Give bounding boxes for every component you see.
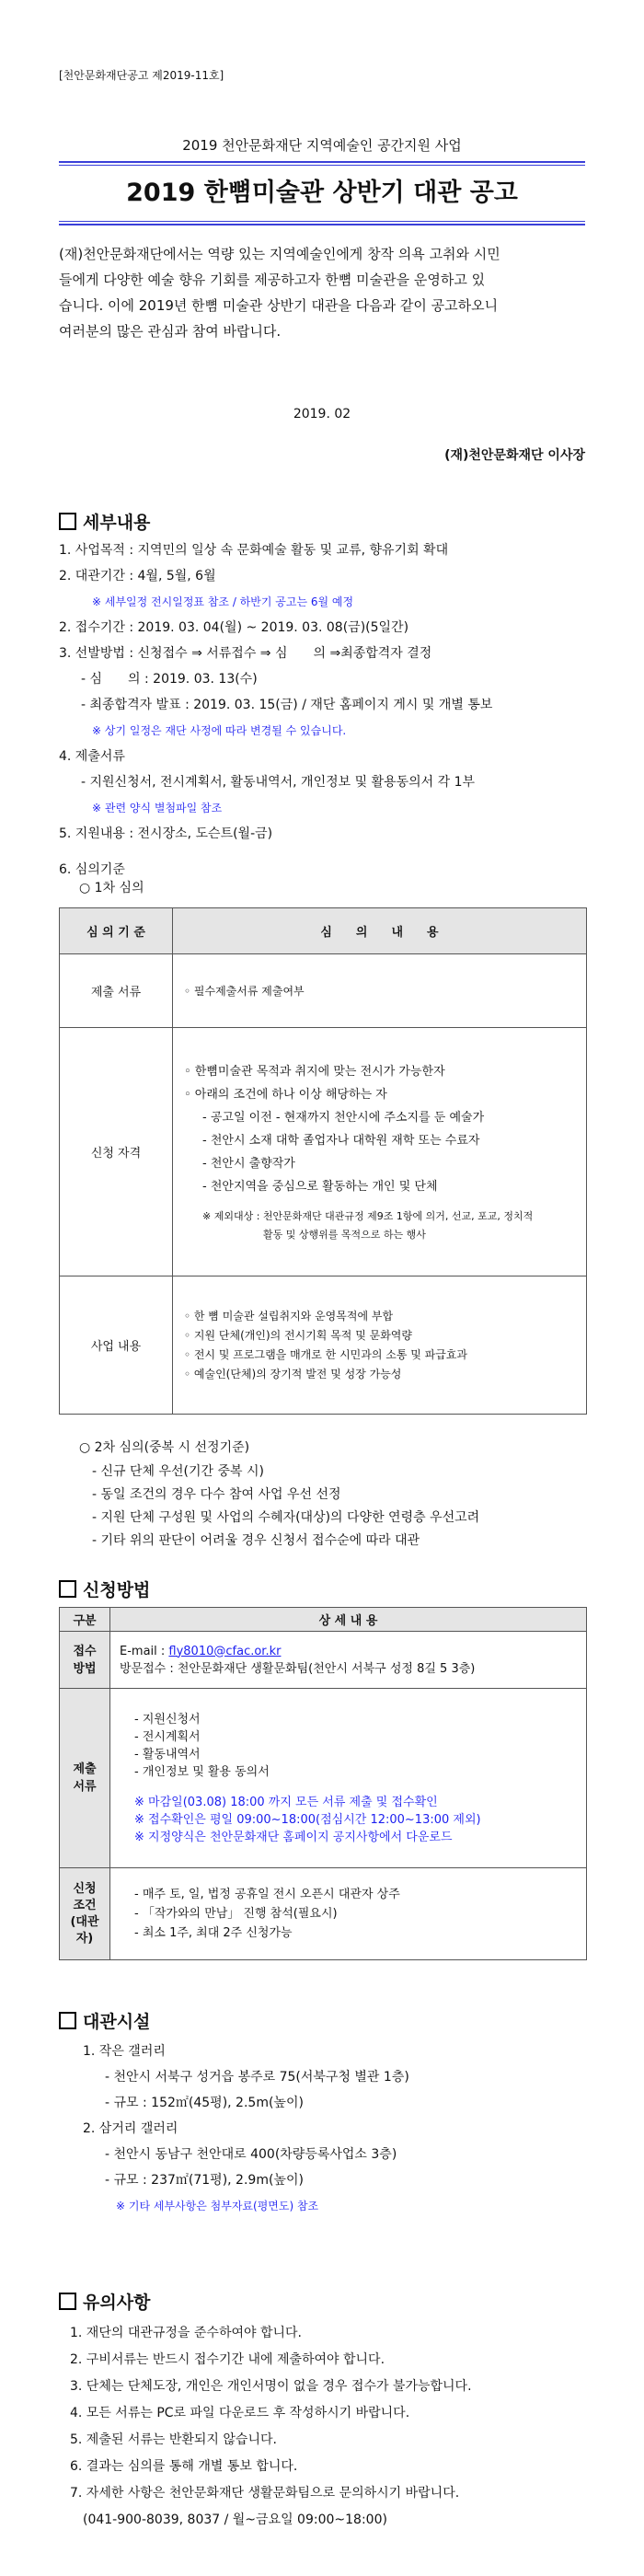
list-item: - 지원신청서 bbox=[134, 1712, 201, 1727]
list-item: - 지원 단체 구성원 및 사업의 수혜자(대상)의 다양한 연령층 우선고려 bbox=[92, 1510, 480, 1525]
list-item: 2. 접수기간 : 2019. 03. 04(월) ~ 2019. 03. 08(금)(5일간) bbox=[59, 620, 409, 635]
list-item: 2. 구비서류는 반드시 접수기간 내에 제출하여야 합니다. bbox=[70, 2352, 385, 2367]
round1-label: ○ 1차 심의 bbox=[79, 881, 144, 895]
top-title: 2019 천안문화재단 지역예술인 공간지원 사업 bbox=[182, 137, 462, 154]
row-line: - 천안지역을 중심으로 활동하는 개인 및 단체 bbox=[202, 1179, 438, 1194]
list-item: 5. 지원내용 : 전시장소, 도슨트(월-금) bbox=[59, 826, 273, 841]
email-line bbox=[120, 1643, 585, 1660]
section-title-apply bbox=[59, 1577, 150, 1601]
list-item: 1. 재단의 대관규정을 준수하여야 합니다. bbox=[70, 2326, 302, 2340]
table-header: 상 세 내 용 bbox=[110, 1608, 587, 1632]
section-title-venue bbox=[59, 2008, 150, 2033]
list-item: - 매주 토, 일, 법정 공휴일 전시 오픈시 대관자 상주 bbox=[134, 1888, 400, 1901]
row-line: ◦ 한뼘미술관 목적과 취지에 맞는 전시가 가능한자 bbox=[184, 1064, 445, 1079]
row-content bbox=[173, 1276, 587, 1415]
round1-table bbox=[59, 907, 587, 1415]
notice-list bbox=[70, 2320, 472, 2534]
list-item: - 「작가와의 만남」 진행 참석(필요시) bbox=[134, 1907, 338, 1921]
list-item: (041-900-8039, 8037 / 월~금요일 09:00~18:00) bbox=[83, 2512, 387, 2527]
note-line: ※ 마감일(03.08) 18:00 까지 모든 서류 제출 및 접수확인 bbox=[134, 1795, 438, 1809]
list-item: 4. 모든 서류는 PC로 파일 다운로드 후 작성하시기 바랍니다. bbox=[70, 2406, 410, 2420]
row-line: - 천안시 소재 대학 졸업자나 대학원 재학 또는 수료자 bbox=[202, 1133, 480, 1148]
list-item: ※ 상기 일정은 재단 사정에 따라 변경될 수 있습니다. bbox=[92, 724, 347, 737]
title-rule-top bbox=[59, 161, 585, 163]
list-item: - 심 의 : 2019. 03. 13(수) bbox=[81, 672, 258, 687]
row-content bbox=[110, 1689, 587, 1868]
list-item: 3. 선발방법 : 신청접수 ⇒ 서류접수 ⇒ 심 의 ⇒최종합격자 결정 bbox=[59, 646, 432, 661]
list-item: 5. 제출된 서류는 반환되지 않습니다. bbox=[70, 2432, 277, 2447]
list-item: - 신규 단체 우선(기간 중복 시) bbox=[92, 1464, 264, 1479]
section-title-text: 신청방법 bbox=[83, 1580, 151, 1600]
row-line: ◦ 아래의 조건에 하나 이상 해당하는 자 bbox=[184, 1087, 387, 1102]
round2-list bbox=[92, 1461, 479, 1553]
email-link[interactable]: fly8010@cfac.or.kr bbox=[168, 1644, 282, 1658]
table-row bbox=[60, 1276, 587, 1415]
list-item: - 동일 조건의 경우 다수 참여 사업 우선 선정 bbox=[92, 1487, 341, 1502]
row-line: - 공고일 이전 - 현재까지 천안시에 주소지를 둔 예술가 bbox=[202, 1110, 485, 1125]
title-rule-bottom-thin bbox=[59, 221, 585, 222]
row-label: 사업 내용 bbox=[60, 1276, 173, 1415]
note-line: ※ 접수확인은 평일 09:00~18:00(점심시간 12:00~13:00 제외) bbox=[134, 1812, 481, 1827]
list-item: ※ 관련 양식 별첨파일 참조 bbox=[92, 802, 223, 814]
section-title-text: 대관시설 bbox=[83, 2012, 151, 2032]
row-content bbox=[110, 1868, 587, 1960]
row-line: ◦ 필수제출서류 제출여부 bbox=[184, 984, 305, 998]
row-line: - 천안시 출향작가 bbox=[202, 1156, 295, 1171]
checkbox-square-icon bbox=[59, 1580, 76, 1598]
row-content bbox=[173, 954, 587, 1028]
list-item: - 전시계획서 bbox=[134, 1729, 201, 1744]
section-title-text: 유의사항 bbox=[83, 2293, 151, 2313]
checkbox-square-icon bbox=[59, 513, 76, 530]
row-line: ◦ 예술인(단체)의 장기적 발전 및 성장 가능성 bbox=[184, 1367, 402, 1380]
table-row bbox=[60, 1028, 587, 1276]
row-line: ◦ 지원 단체(개인)의 전시기획 목적 및 문화역량 bbox=[184, 1328, 412, 1342]
list-item: - 활동내역서 bbox=[134, 1747, 201, 1762]
intro-line: 들에게 다양한 예술 향유 기회를 제공하고자 한뼘 미술관을 운영하고 있 bbox=[59, 271, 486, 288]
row-content bbox=[110, 1632, 587, 1689]
list-item: 4. 제출서류 bbox=[59, 749, 125, 764]
intro-line: 여러분의 많은 관심과 참여 바랍니다. bbox=[59, 323, 282, 340]
round2-label: ○ 2차 심의(중복 시 선정기준) bbox=[79, 1440, 250, 1455]
list-item: 3. 단체는 단체도장, 개인은 개인서명이 없을 경우 접수가 불가능합니다. bbox=[70, 2379, 472, 2394]
checkbox-square-icon bbox=[59, 2293, 76, 2310]
list-item: ※ 세부일정 전시일정표 참조 / 하반기 공고는 6월 예정 bbox=[92, 595, 354, 608]
list-item: 6. 결과는 심의를 통해 개별 통보 합니다. bbox=[70, 2459, 298, 2474]
list-item: 7. 자세한 사항은 천안문화재단 생활문화팀으로 문의하시기 바랍니다. bbox=[70, 2486, 460, 2501]
visit-line: 방문접수 : 천안문화재단 생활문화팀(천안시 서북구 성정 8길 5 3층) bbox=[120, 1661, 476, 1676]
main-title: 2019 한뼘미술관 상반기 대관 공고 bbox=[126, 179, 518, 207]
list-item: - 규모 : 237㎡(71평), 2.9m(높이) bbox=[105, 2173, 304, 2188]
list-item: - 최소 1주, 최대 2주 신청가능 bbox=[134, 1926, 293, 1940]
table-row bbox=[60, 954, 587, 1028]
title-rule-top-thin bbox=[59, 165, 585, 166]
email-prefix: E-mail : bbox=[120, 1644, 169, 1658]
row-label: 신청 조건 (대관 자) bbox=[60, 1868, 110, 1960]
section-title-text: 세부내용 bbox=[83, 513, 151, 533]
section-title-details bbox=[59, 509, 150, 534]
row-content bbox=[173, 1028, 587, 1276]
note-line: ※ 지정양식은 천안문화재단 홈페이지 공지사항에서 다운로드 bbox=[134, 1830, 453, 1844]
list-item: ※ 기타 세부사항은 첨부자료(평면도) 참조 bbox=[116, 2200, 319, 2212]
list-item: - 지원신청서, 전시계획서, 활동내역서, 개인정보 및 활용동의서 각 1부 bbox=[81, 775, 476, 790]
table-row bbox=[60, 1868, 587, 1960]
list-item: 1. 사업목적 : 지역민의 일상 속 문화예술 활동 및 교류, 향유기회 확대 bbox=[59, 543, 449, 558]
row-label: 제출 서류 bbox=[60, 1689, 110, 1868]
row-line: ◦ 한 뼘 미술관 설립취지와 운영목적에 부합 bbox=[184, 1309, 394, 1323]
venue-list bbox=[83, 2039, 598, 2219]
apply-table bbox=[59, 1607, 587, 1960]
list-item: 2. 삼거리 갤러리 bbox=[83, 2121, 178, 2136]
issuer: (재)천안문화재단 이사장 bbox=[444, 448, 585, 463]
list-item: - 최종합격자 발표 : 2019. 03. 15(금) / 재단 홈페이지 게시 및 개별 통보 bbox=[81, 698, 493, 712]
details-list bbox=[59, 537, 611, 847]
doc-date: 2019. 02 bbox=[293, 407, 351, 422]
list-item: - 천안시 서북구 성거읍 봉주로 75(서북구청 별관 1층) bbox=[105, 2070, 409, 2085]
table-header: 심 의 기 준 bbox=[60, 908, 173, 954]
table-header: 심 의 내 용 bbox=[173, 908, 587, 954]
intro-paragraph bbox=[59, 241, 592, 344]
list-item: 2. 대관기간 : 4월, 5월, 6월 bbox=[59, 569, 216, 583]
section-title-notice bbox=[59, 2289, 150, 2314]
row-label: 제출 서류 bbox=[60, 954, 173, 1028]
table-header: 구분 bbox=[60, 1608, 110, 1632]
checkbox-square-icon bbox=[59, 2012, 76, 2029]
row-line: ◦ 전시 및 프로그램을 매개로 한 시민과의 소통 및 파급효과 bbox=[184, 1347, 468, 1361]
intro-line: (재)천안문화재단에서는 역량 있는 지역예술인에게 창작 의욕 고취와 시민 bbox=[59, 246, 500, 262]
row-note: ※ 제외대상 : 천안문화재단 대관규정 제9조 1항에 의거, 선교, 포교, 정치적 bbox=[202, 1209, 534, 1222]
table-row bbox=[60, 1632, 587, 1689]
intro-line: 습니다. 이에 2019년 한뼘 미술관 상반기 대관을 다음과 같이 공고하오니 bbox=[59, 297, 499, 314]
row-label: 신청 자격 bbox=[60, 1028, 173, 1276]
list-item: 1. 작은 갤러리 bbox=[83, 2044, 166, 2059]
criteria-title: 6. 심의기준 bbox=[59, 862, 125, 877]
title-rule-bottom bbox=[59, 224, 585, 225]
list-item: - 개인정보 및 활용 동의서 bbox=[134, 1764, 270, 1779]
row-label: 접수 방법 bbox=[60, 1632, 110, 1689]
list-item: - 천안시 동남구 천안대로 400(차량등록사업소 3층) bbox=[105, 2147, 397, 2162]
table-row bbox=[60, 1689, 587, 1868]
row-note: 활동 및 상행위를 목적으로 하는 행사 bbox=[263, 1228, 426, 1241]
list-item: - 기타 위의 판단이 어려울 경우 신청서 접수순에 따라 대관 bbox=[92, 1533, 420, 1548]
doc-number: [천안문화재단공고 제2019-11호] bbox=[59, 69, 224, 82]
list-item: - 규모 : 152㎡(45평), 2.5m(높이) bbox=[105, 2096, 304, 2110]
